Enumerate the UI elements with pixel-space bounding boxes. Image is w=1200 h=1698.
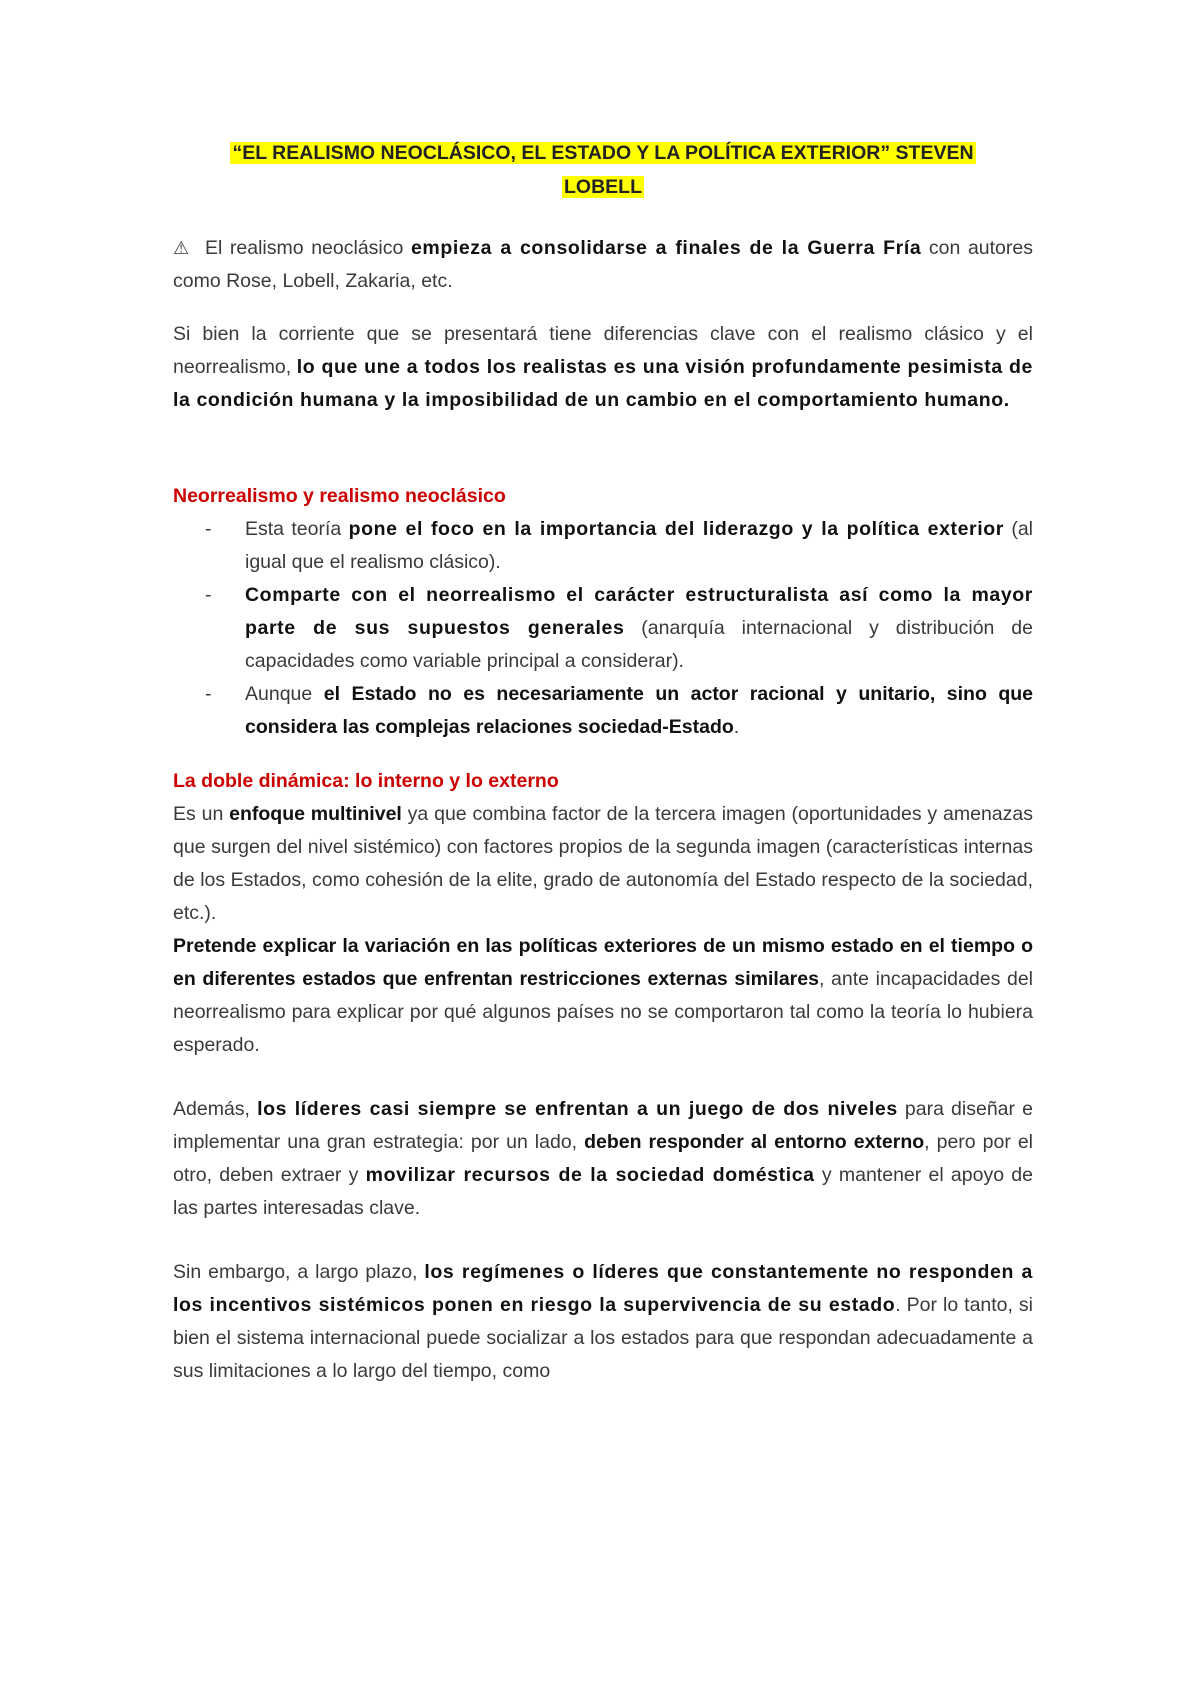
multinivel-bold: enfoque multinivel bbox=[229, 803, 402, 825]
item-text: Aunque bbox=[245, 683, 324, 705]
section-heading-neorrealismo: Neorrealismo y realismo neoclásico bbox=[173, 485, 506, 507]
title-line-2: LOBELL bbox=[564, 176, 642, 198]
sin-text-2: . Por lo tanto, si bien el sistema internacional puede socializar a los estados para que respondan adecuadamente a sus limitaciones a lo largo del tiempo, como bbox=[173, 1294, 1034, 1382]
dash-bullet: - bbox=[205, 683, 212, 705]
dash-bullet: - bbox=[205, 584, 212, 606]
sin-bold: los regímenes o líderes que constantemente no responden a los incentivos sistémicos ponen en riesgo la supervivencia de su estado bbox=[173, 1261, 1033, 1316]
ademas-text-4: y mantener el apoyo de las partes interesadas clave. bbox=[173, 1164, 1033, 1219]
intro-paragraph bbox=[173, 232, 1033, 298]
ademas-text-2: para diseñar e implementar una gran estrategia: por un lado, bbox=[173, 1098, 1033, 1153]
list-item bbox=[173, 678, 1033, 744]
warning-icon: ⚠ bbox=[173, 238, 192, 258]
document-body bbox=[173, 136, 1033, 1388]
section-heading-doble-dinamica: La doble dinámica: lo interno y lo externo bbox=[173, 770, 559, 792]
pretende-bold: Pretende explicar la variación en las políticas exteriores de un mismo estado en el tiempo o en diferentes estados que enfrentan restricciones externas similares bbox=[173, 935, 1033, 990]
pretende-text: , ante incapacidades del neorrealismo para explicar por qué algunos países no se comportaron tal como la teoría lo hubiera esperado. bbox=[173, 968, 1033, 1056]
item-bold: pone el foco en la importancia del liderazgo y la política exterior bbox=[348, 518, 1004, 540]
ademas-paragraph bbox=[173, 1093, 1033, 1225]
pretende-paragraph bbox=[173, 930, 1033, 1062]
list-item bbox=[173, 513, 1033, 579]
dash-bullet: - bbox=[205, 518, 212, 540]
title-line-1: “EL REALISMO NEOCLÁSICO, EL ESTADO Y LA POLÍTICA EXTERIOR” STEVEN bbox=[232, 142, 974, 164]
document-title bbox=[173, 136, 1033, 204]
sin-embargo-paragraph bbox=[173, 1256, 1033, 1388]
ademas-text-3: , pero por el otro, deben extraer y bbox=[173, 1131, 1033, 1186]
sin-text-1: Sin embargo, a largo plazo, bbox=[173, 1261, 425, 1283]
intro-bold: empieza a consolidarse a finales de la Guerra Fría bbox=[410, 237, 922, 259]
item-bold: Comparte con el neorrealismo el carácter estructuralista así como la mayor parte de sus supuestos generales bbox=[245, 584, 1033, 639]
intro-text-2: con autores como Rose, Lobell, Zakaria, etc. bbox=[173, 237, 1033, 292]
realism-bold: lo que une a todos los realistas es una visión profundamente pesimista de la condición humana y la imposibilidad de un cambio en el comportamiento humano. bbox=[173, 356, 1033, 411]
ademas-bold-2: deben responder al entorno externo bbox=[584, 1131, 925, 1153]
item-text-end: (al igual que el realismo clásico). bbox=[245, 518, 1033, 573]
list-item bbox=[173, 579, 1033, 678]
multinivel-text-2: ya que combina factor de la tercera imagen (oportunidades y amenazas que surgen del nivel sistémico) con factores propios de la segunda imagen (características internas de los Estados, como cohesión de la elite, grado de autonomía del Estado respecto de la sociedad, etc.). bbox=[173, 803, 1033, 924]
intro-text-1: El realismo neoclásico bbox=[197, 237, 411, 259]
multinivel-text-1: Es un bbox=[173, 803, 230, 825]
realism-paragraph bbox=[173, 318, 1033, 417]
item-text-end: (anarquía internacional y distribución de capacidades como variable principal a considerar). bbox=[245, 617, 1033, 672]
ademas-bold-3: movilizar recursos de la sociedad doméstica bbox=[365, 1164, 815, 1186]
item-text-end: . bbox=[733, 716, 740, 738]
ademas-bold-1: los líderes casi siempre se enfrentan a un juego de dos niveles bbox=[257, 1098, 898, 1120]
item-bold: el Estado no es necesariamente un actor racional y unitario, sino que considera las complejas relaciones sociedad-Estado bbox=[245, 683, 1033, 738]
item-text: Esta teoría bbox=[245, 518, 349, 540]
neorrealismo-list bbox=[173, 513, 1033, 744]
multinivel-paragraph bbox=[173, 798, 1033, 930]
ademas-text-1: Además, bbox=[173, 1098, 258, 1120]
realism-text: Si bien la corriente que se presentará tiene diferencias clave con el realismo clásico y el neorrealismo, bbox=[173, 323, 1033, 378]
